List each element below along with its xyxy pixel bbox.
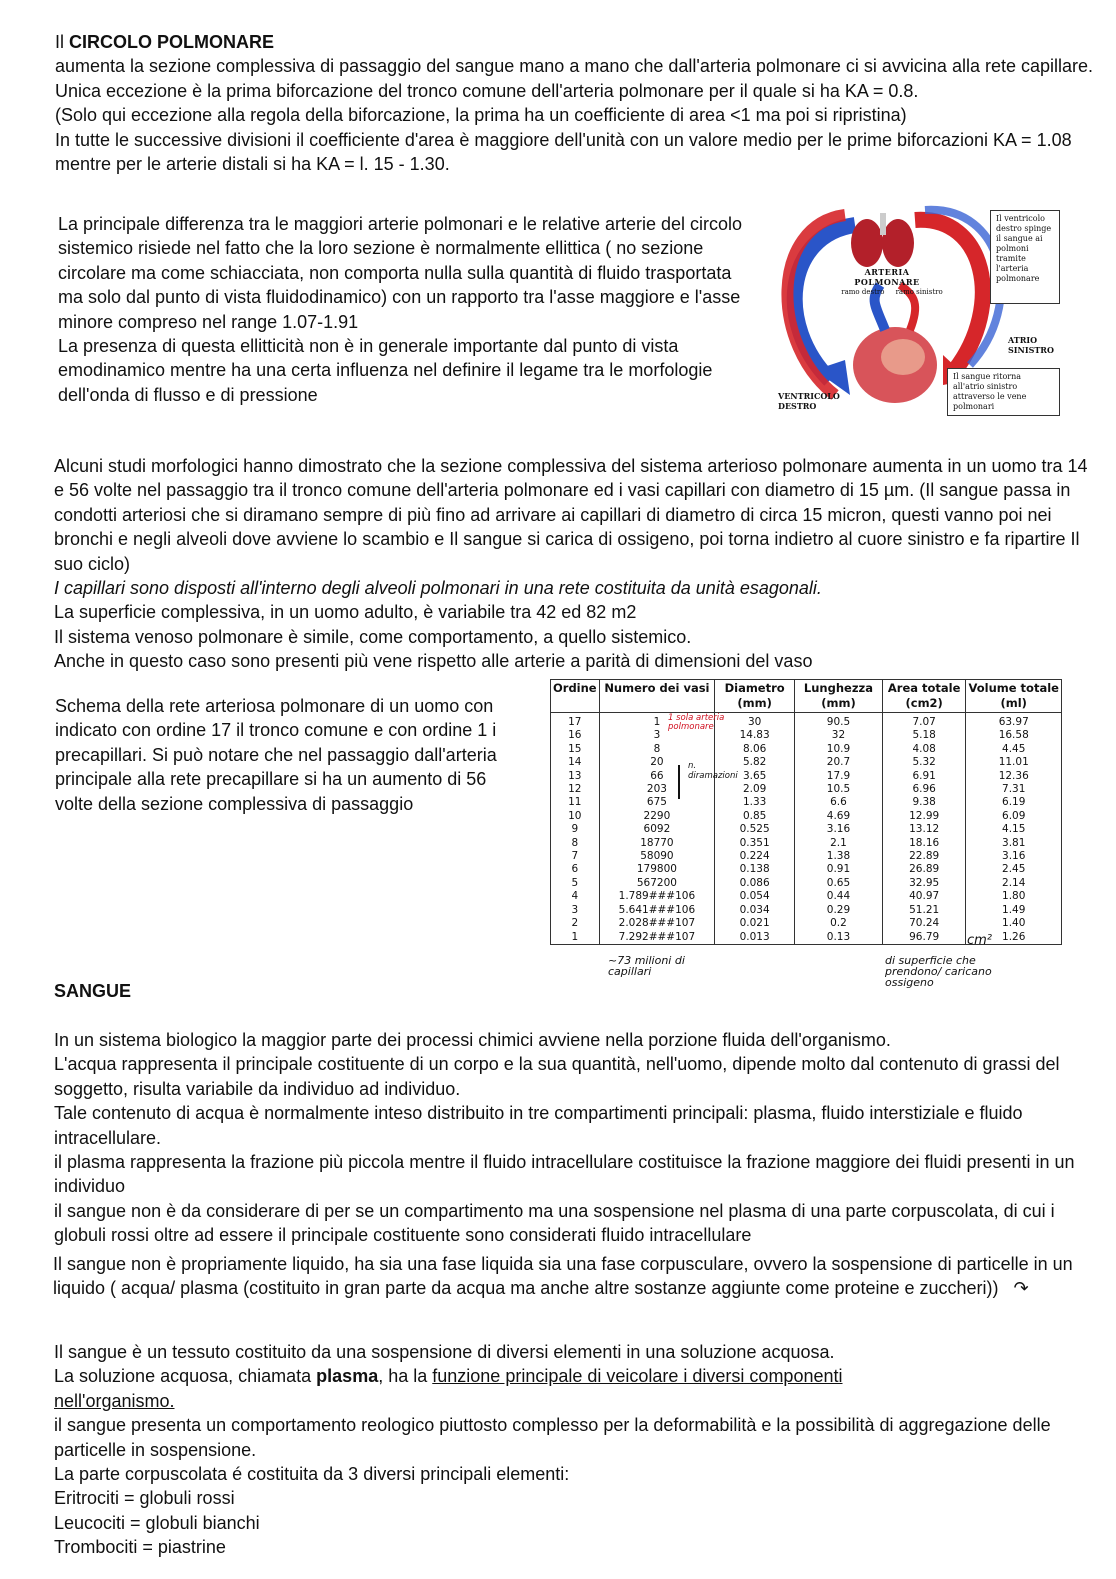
table-cell: 1.789###106 <box>599 890 715 903</box>
table-cell: 16 <box>551 729 600 742</box>
table-cell: 3.16 <box>966 850 1062 863</box>
table-cell: 0.525 <box>715 823 795 836</box>
section-studi-morfologici <box>54 454 1096 674</box>
lung-left <box>851 219 883 267</box>
col-header: Volume totale (ml) <box>966 680 1062 713</box>
table-cell: 22.89 <box>882 850 966 863</box>
table-cell: 203 <box>599 783 715 796</box>
table-cell: 12.99 <box>882 810 966 823</box>
table-cell: 13.12 <box>882 823 966 836</box>
table-cell: 14 <box>551 756 600 769</box>
table-cell: 6.6 <box>795 796 883 809</box>
table-cell: 20 <box>599 756 715 769</box>
table-cell: 10 <box>551 810 600 823</box>
table-cell: 0.13 <box>795 931 883 945</box>
paragraph: Schema della rete arteriosa polmonare di un uomo con indicato con ordine 17 il tronco comune e con ordine 1 i precapillari. Si può notare che nel passaggio dall'arteria principale alla rete precapillare si ha un aumento di 56 volte della sezione complessiva di passaggio <box>55 696 497 814</box>
table-row <box>551 810 1062 823</box>
table-cell: 51.21 <box>882 904 966 917</box>
note-ventricolo: Il ventricolo destro spinge il sangue ai polmoni tramite l'arteria polmonare <box>990 210 1060 304</box>
paragraph: Il sangue non è propriamente liquido, ha sia una fase liquida sia una fase corpusculare, ovvero la sospensione di particelle in un liquido ( acqua/ plasma (costituito in gran parte da acqua ma anche altre sostanze aggiunte come proteine e zuccheri)) ↷ <box>53 1254 1073 1300</box>
table-cell: 1.38 <box>795 850 883 863</box>
paragraph-line: Unica eccezione è la prima biforcazione del tronco comune dell'arteria polmonare per il quale si ha KA = 0.8. <box>55 80 919 101</box>
sangue-title <box>54 979 131 1003</box>
table-cell: 7.07 <box>882 713 966 730</box>
table-row <box>551 904 1062 917</box>
table-cell: 14.83 <box>715 729 795 742</box>
table-cell: 2290 <box>599 810 715 823</box>
table-cell: 1.33 <box>715 796 795 809</box>
table-row <box>551 743 1062 756</box>
table-cell: 3.16 <box>795 823 883 836</box>
table-row <box>551 890 1062 903</box>
table-cell: 5 <box>551 877 600 890</box>
paragraph: In un sistema biologico la maggior parte dei processi chimici avviene nella porzione fluida dell'organismo. <box>54 1030 891 1050</box>
paragraph: Il sangue è un tessuto costituito da una sospensione di diversi elementi in una soluzione acquosa. <box>54 1342 835 1362</box>
section-sangue-tessuto <box>54 1340 1099 1560</box>
table-cell: 30 <box>715 713 795 730</box>
sangue-title-text: SANGUE <box>54 981 132 1001</box>
table-cell: 1 <box>551 931 600 945</box>
paragraph-line: Anche in questo caso sono presenti più vene rispetto alle arterie a parità di dimensioni del vaso <box>54 651 813 672</box>
table-cell: 32 <box>795 729 883 742</box>
table-cell: 3 <box>599 729 715 742</box>
hw-superficie: di superficie che prendono/ caricano ossigeno <box>885 954 992 989</box>
table-cell: 66 <box>599 770 715 783</box>
paragraph-line: aumenta la sezione complessiva di passaggio del sangue mano a mano che dall'arteria polmonare ci si avvicina alla rete capillare. <box>55 56 1094 77</box>
hw-capillari: ~73 milioni di capillari <box>608 954 685 978</box>
section-circolo-polmonare <box>55 30 1100 176</box>
table-cell: 6092 <box>599 823 715 836</box>
table-cell: 4.15 <box>966 823 1062 836</box>
table-row <box>551 796 1062 809</box>
table-cell: 17 <box>551 713 600 730</box>
table-cell: 2.09 <box>715 783 795 796</box>
table-cell: 0.021 <box>715 917 795 930</box>
table-cell: 11.01 <box>966 756 1062 769</box>
table-cell: 90.5 <box>795 713 883 730</box>
table-cell: 9 <box>551 823 600 836</box>
hw-curved-arrow: ↷ <box>1013 1278 1029 1300</box>
table-cell: 0.91 <box>795 863 883 876</box>
table-cell: 26.89 <box>882 863 966 876</box>
table-cell: 32.95 <box>882 877 966 890</box>
trachea <box>880 213 886 235</box>
section-title: Il CIRCOLO POLMONARE <box>55 32 275 52</box>
table-cell: 8 <box>551 837 600 850</box>
table-cell: 1.49 <box>966 904 1062 917</box>
table-cell: 2.028###107 <box>599 917 715 930</box>
paragraph-italic: I capillari sono disposti all'interno degli alveoli polmonari in una rete costituita da unità esagonali. <box>54 578 822 599</box>
paragraph: L'acqua rappresenta il principale costituente di un corpo e la sua quantità, nell'uomo, dipende molto dal contenuto di grassi del soggetto, risulta variabile da individuo ad individuo. <box>54 1054 1060 1099</box>
table-cell: 18770 <box>599 837 715 850</box>
table-cell: 2 <box>551 917 600 930</box>
paragraph-plasma: La soluzione acquosa, chiamata plasma, ha la funzione principale di veicolare i diversi componenti nell'organismo. <box>54 1366 843 1411</box>
table-row <box>551 837 1062 850</box>
pulmonary-circulation-figure <box>775 205 1065 425</box>
table-cell: 15 <box>551 743 600 756</box>
paragraph: La presenza di questa ellitticità non è in generale importante dal punto di vista emodinamico mentre ha una certa influenza nel definire il legame tra le morfologie dell'onda di flusso e di pressione <box>58 336 713 405</box>
paragraph-line: Il sistema venoso polmonare è simile, come comportamento, a quello sistemico. <box>54 626 692 647</box>
table-cell: 6.91 <box>882 770 966 783</box>
col-header: Area totale (cm2) <box>882 680 966 713</box>
col-header: Numero dei vasi <box>599 680 715 713</box>
table-cell: 0.65 <box>795 877 883 890</box>
table-row <box>551 713 1062 730</box>
table-cell: 4.45 <box>966 743 1062 756</box>
table-cell: 63.97 <box>966 713 1062 730</box>
table-cell: 8 <box>599 743 715 756</box>
table-cell: 58090 <box>599 850 715 863</box>
table-cell: 0.034 <box>715 904 795 917</box>
col-header: Diametro (mm) <box>715 680 795 713</box>
table-cell: 13 <box>551 770 600 783</box>
table-cell: 12 <box>551 783 600 796</box>
table-cell: 70.24 <box>882 917 966 930</box>
table-cell: 7.292###107 <box>599 931 715 945</box>
table-cell: 2.1 <box>795 837 883 850</box>
table-cell: 4.69 <box>795 810 883 823</box>
table-row <box>551 877 1062 890</box>
hw-diramazioni: n. diramazioni <box>688 761 738 781</box>
table-cell: 3 <box>551 904 600 917</box>
table-cell: 4 <box>551 890 600 903</box>
table-cell: 40.97 <box>882 890 966 903</box>
table-cell: 6 <box>551 863 600 876</box>
table-cell: 6.96 <box>882 783 966 796</box>
lung-right <box>882 219 914 267</box>
title-bold: CIRCOLO POLMONARE <box>69 32 275 52</box>
hw-arrow-down <box>678 765 680 799</box>
label-arteria-polmonare: ARTERIA POLMONARE <box>854 267 920 287</box>
table-header-row <box>551 680 1062 713</box>
table-cell: 2.14 <box>966 877 1062 890</box>
table-cell: 179800 <box>599 863 715 876</box>
table-cell: 567200 <box>599 877 715 890</box>
col-header: Lunghezza (mm) <box>795 680 883 713</box>
note-atrio: Il sangue ritorna all'atrio sinistro attraverso le vene polmonari <box>947 368 1060 416</box>
table-cell: 20.7 <box>795 756 883 769</box>
table-cell: 0.224 <box>715 850 795 863</box>
paragraph: Alcuni studi morfologici hanno dimostrato che la sezione complessiva del sistema arterioso polmonare aumenta in un uomo tra 14 e 56 volte nel passaggio tra il tronco comune dell'arteria polmonare ed i vasi capillari con diametro di 15 µm. (Il sangue passa in condotti arteriosi che si diramano sempre di più fino ad arrivare ai capillari di diametro di circa 15 micron, questi vanno poi nei bronchi e negli alveoli dove avviene lo scambio e Il sangue si carica di ossigeno, poi torna indietro al cuore sinistro e fa ripartire Il suo ciclo) <box>54 456 1088 574</box>
hw-sola-arteria: 1 sola arteria polmonare <box>668 713 725 732</box>
table-cell: 3.65 <box>715 770 795 783</box>
section-schema-rete <box>55 694 525 816</box>
list-item: Trombociti = piastrine <box>54 1537 226 1558</box>
paragraph: Tale contenuto di acqua è normalmente inteso distribuito in tre compartimenti principali: plasma, fluido interstiziale e fluido intracellulare. <box>54 1103 1023 1148</box>
table-row <box>551 783 1062 796</box>
table-cell: 17.9 <box>795 770 883 783</box>
paragraph: La parte corpuscolata é costituita da 3 diversi principali elementi: <box>54 1464 570 1485</box>
table-cell: 1 <box>599 713 715 730</box>
table-cell: 0.138 <box>715 863 795 876</box>
table-cell: 2.45 <box>966 863 1062 876</box>
table-row <box>551 863 1062 876</box>
table-cell: 5.641###106 <box>599 904 715 917</box>
paragraph: La principale differenza tra le maggiori arterie polmonari e le relative arterie del circolo sistemico risiede nel fatto che la loro sezione è normalmente ellittica ( no sezione circolare ma come schiacciata, non comporta nulla sulla quantità di fluido trasportata ma solo dal punto di vista fluidodinamico) con un rapporto tra l'asse maggiore e l'asse minore compreso nel range 1.07-1.91 <box>58 214 743 332</box>
table-cell: 0.85 <box>715 810 795 823</box>
table-cell: 16.58 <box>966 729 1062 742</box>
col-header: Ordine <box>551 680 600 713</box>
table-cell: 1.40 <box>966 917 1062 930</box>
list-item: Leucociti = globuli bianchi <box>54 1512 260 1533</box>
paragraph-line: La superficie complessiva, in un uomo adulto, è variabile tra 42 ed 82 m2 <box>54 602 637 623</box>
table-cell: 5.32 <box>882 756 966 769</box>
label-ventricolo-destro: VENTRICOLO DESTRO <box>778 391 840 411</box>
table-row <box>551 770 1062 783</box>
arterial-tree-table <box>550 679 1064 989</box>
table-cell: 10.9 <box>795 743 883 756</box>
paragraph: il plasma rappresenta la frazione più piccola mentre il fluido intracellulare costituisce la frazione maggiore dei fluidi presenti in un individuo <box>54 1152 1075 1197</box>
label-atrio-sinistro: ATRIO SINISTRO <box>1008 335 1054 355</box>
table-cell: 5.82 <box>715 756 795 769</box>
sangue-note <box>53 1252 1093 1302</box>
table-cell: 12.36 <box>966 770 1062 783</box>
table-cell: 3.81 <box>966 837 1062 850</box>
table-cell: 0.29 <box>795 904 883 917</box>
paragraph: il sangue non è da considerare di per se un compartimento ma una sospensione nel plasma di una parte corpuscolata, di cui i globuli rossi oltre ad essere il principale costituente sono considerati fluido intracellulare <box>54 1200 1055 1246</box>
list-item: Eritrociti = globuli rossi <box>54 1488 235 1509</box>
table-cell: 0.013 <box>715 931 795 945</box>
table-cell: 0.44 <box>795 890 883 903</box>
table-row <box>551 729 1062 742</box>
table-cell: 1.26 <box>966 931 1062 945</box>
section-sangue <box>54 1028 1099 1248</box>
label-rami: ramo destro ramo sinistro <box>841 288 943 296</box>
paragraph-line: (Solo qui eccezione alla regola della biforcazione, la prima ha un coefficiente di area <1 ma poi si ripristina) <box>55 105 907 126</box>
table-row <box>551 917 1062 930</box>
table-cell: 675 <box>599 796 715 809</box>
section-ellitticita <box>58 212 753 407</box>
table-cell: 7.31 <box>966 783 1062 796</box>
table-cell: 4.08 <box>882 743 966 756</box>
table-cell: 11 <box>551 796 600 809</box>
table-row <box>551 823 1062 836</box>
hw-cm2: cm² <box>967 933 993 948</box>
table-cell: 1.80 <box>966 890 1062 903</box>
table-cell: 5.18 <box>882 729 966 742</box>
paragraph-line: In tutte le successive divisioni il coefficiente d'area è maggiore dell'unità con un valore medio per le prime biforcazioni KA = 1.08 mentre per le arterie distali si ha KA = l. 15 - 1.30. <box>55 129 1072 175</box>
table-cell: 7 <box>551 850 600 863</box>
table-cell: 6.19 <box>966 796 1062 809</box>
table-cell: 0.351 <box>715 837 795 850</box>
table-cell: 9.38 <box>882 796 966 809</box>
table-row <box>551 756 1062 769</box>
table-row <box>551 850 1062 863</box>
paragraph: il sangue presenta un comportamento reologico piuttosto complesso per la deformabilità e la possibilità di aggregazione delle particelle in sospensione. <box>54 1415 1051 1460</box>
table-cell: 0.086 <box>715 877 795 890</box>
table-cell: 8.06 <box>715 743 795 756</box>
table-cell: 10.5 <box>795 783 883 796</box>
table-cell: 0.054 <box>715 890 795 903</box>
heart-inner <box>881 339 925 375</box>
table-cell: 96.79 <box>882 931 966 945</box>
table-cell: 6.09 <box>966 810 1062 823</box>
table-cell: 0.2 <box>795 917 883 930</box>
data-table <box>550 679 1062 945</box>
table-cell: 18.16 <box>882 837 966 850</box>
